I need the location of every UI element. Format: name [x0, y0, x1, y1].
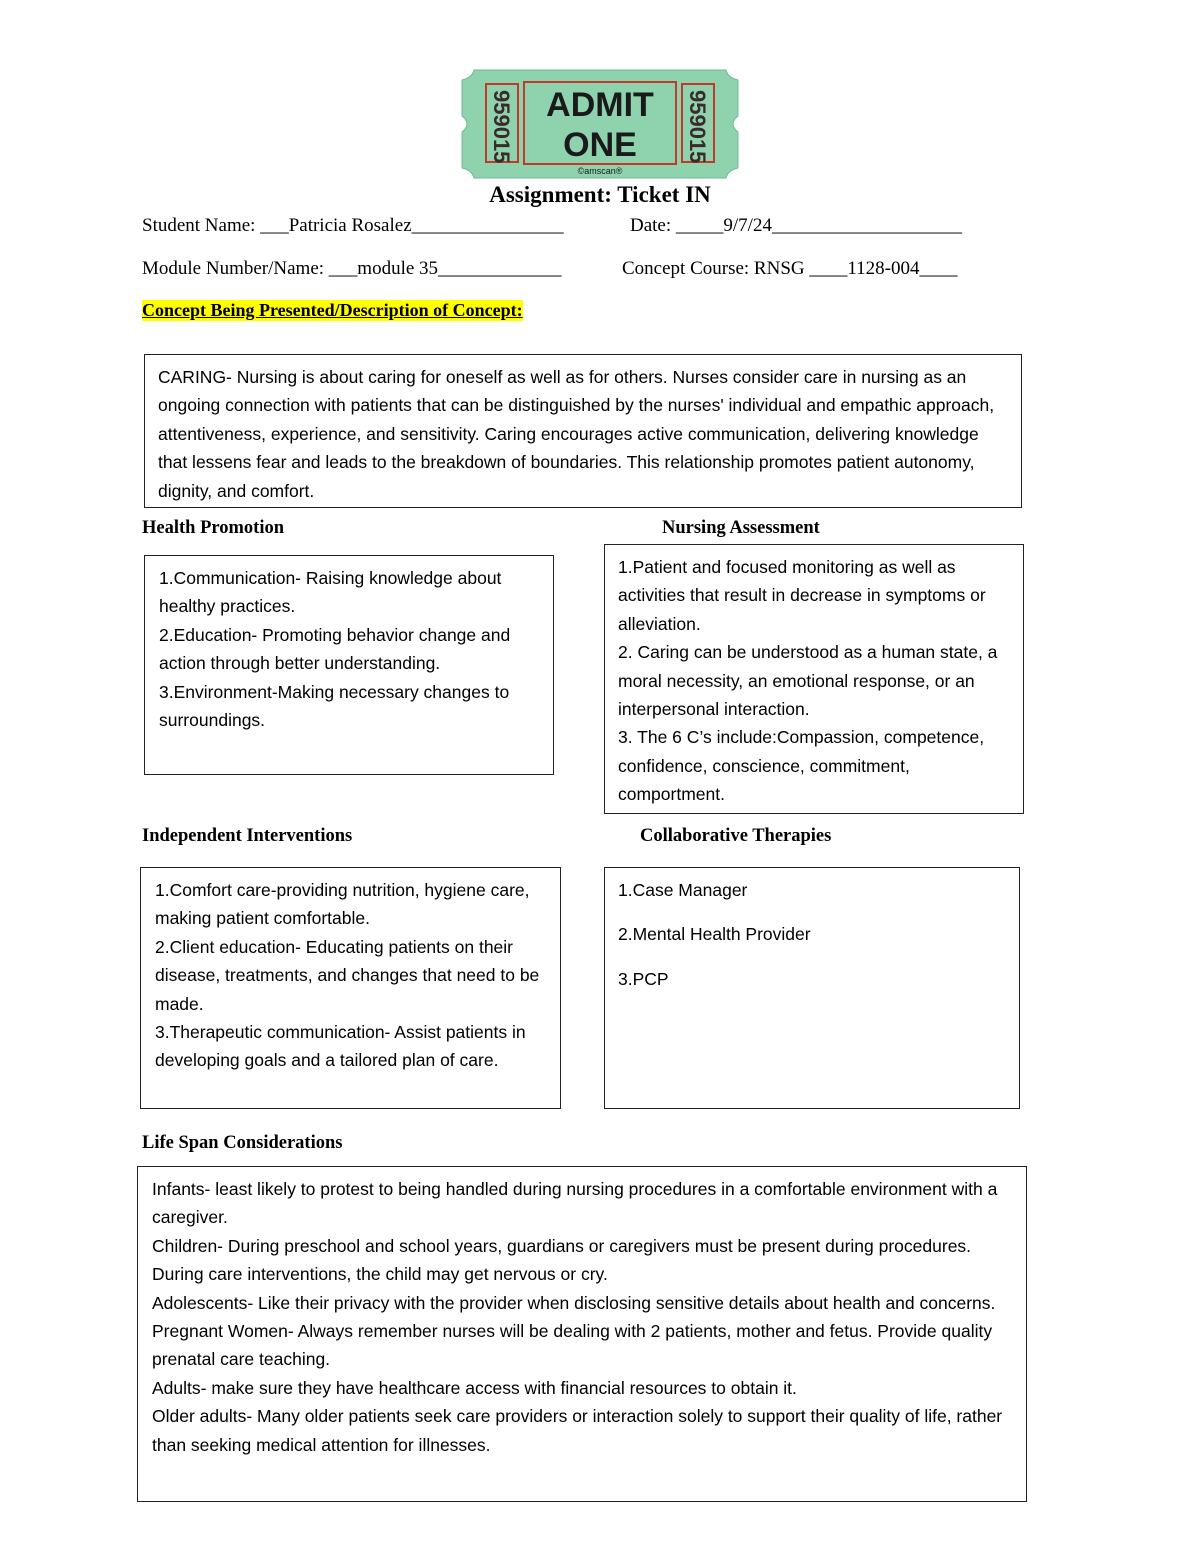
nursing-assessment-item: 1.Patient and focused monitoring as well as activities that result in decrease in symptoms or alleviation.	[618, 557, 986, 634]
nursing-assessment-item: 2. Caring can be understood as a human state, a moral necessity, an emotional response, or an interpersonal interaction.	[618, 642, 998, 720]
ticket-admit-text: ADMIT	[546, 86, 654, 124]
nursing-assessment-box	[604, 544, 1024, 814]
independent-interventions-heading: Independent Interventions	[142, 826, 353, 846]
module-line	[142, 258, 562, 280]
collaborative-therapies-heading: Collaborative Therapies	[640, 826, 832, 846]
module-value: ___module 35_____________	[328, 258, 562, 279]
student-name-label: Student Name:	[142, 215, 261, 236]
collaborative-therapies-item: 3.PCP	[618, 968, 669, 989]
health-promotion-item: 3.Environment-Making necessary changes to surroundings.	[159, 681, 510, 731]
life-span-box	[137, 1166, 1027, 1502]
collaborative-therapies-box	[604, 867, 1020, 1109]
course-value: ____1128-004____	[809, 258, 958, 279]
health-promotion-heading: Health Promotion	[142, 518, 284, 538]
independent-interventions-item: 2.Client education- Educating patients on their disease, treatments, and changes that need to be made.	[155, 936, 540, 1014]
ticket-one-text: ONE	[563, 126, 637, 164]
ticket-serial-left: 959015	[489, 90, 514, 164]
independent-interventions-item: 3.Therapeutic communication- Assist patients in developing goals and a tailored plan of care.	[155, 1022, 526, 1071]
admit-one-ticket-image	[460, 68, 740, 180]
life-span-item: Adults- make sure they have healthcare access with financial resources to obtain it.	[152, 1377, 797, 1398]
health-promotion-item: 2.Education- Promoting behavior change and action through better understanding.	[159, 624, 511, 674]
life-span-item: Infants- least likely to protest to being handled during nursing procedures in a comfortable environment with a caregiver.	[152, 1179, 998, 1228]
nursing-assessment-item: 3. The 6 C’s include:Compassion, competence, confidence, conscience, commitment, comportment.	[618, 727, 985, 805]
date-value: _____9/7/24____________________	[675, 215, 962, 236]
ticket-maker-text: ©amscan®	[577, 166, 623, 176]
course-line	[622, 258, 957, 280]
collaborative-therapies-item: 1.Case Manager	[618, 880, 748, 900]
date-label: Date:	[630, 215, 676, 236]
life-span-heading: Life Span Considerations	[142, 1133, 343, 1153]
ticket-serial-right: 959015	[685, 90, 710, 164]
life-span-item: Pregnant Women- Always remember nurses will be dealing with 2 patients, mother and fetus. Provide quality prenatal care teaching.	[152, 1321, 993, 1370]
date-line	[630, 215, 962, 237]
student-name-line	[142, 215, 564, 237]
independent-interventions-box	[140, 867, 561, 1109]
independent-interventions-item: 1.Comfort care-providing nutrition, hygiene care, making patient comfortable.	[155, 880, 530, 929]
course-label: Concept Course: RNSG	[622, 258, 810, 279]
page-title: Assignment: Ticket IN	[489, 182, 711, 207]
health-promotion-box	[144, 555, 554, 775]
module-label: Module Number/Name:	[142, 258, 329, 279]
concept-heading: Concept Being Presented/Description of Concept:	[142, 300, 523, 320]
health-promotion-item: 1.Communication- Raising knowledge about healthy practices.	[159, 568, 502, 617]
life-span-item: Children- During preschool and school years, guardians or caregivers must be present during procedures. During care interventions, the child may get nervous or cry.	[152, 1235, 972, 1285]
life-span-item: Adolescents- Like their privacy with the provider when disclosing sensitive details about health and concerns.	[152, 1292, 996, 1313]
collaborative-therapies-item: 2.Mental Health Provider	[618, 924, 811, 945]
concept-box	[144, 354, 1022, 508]
concept-text: CARING- Nursing is about caring for oneself as well as for others. Nurses consider care in nursing as an ongoing connection with patients that can be distinguished by the nurses' individual and empathic approach, attentiveness, experience, and sensitivity. Caring encourages active communication, delivering knowledge that lessens fear and leads to the breakdown of boundaries. This relationship promotes patient autonomy, dignity, and comfort.	[158, 367, 995, 501]
nursing-assessment-heading: Nursing Assessment	[662, 518, 820, 538]
life-span-item: Older adults- Many older patients seek care providers or interaction solely to support their quality of life, rather than seeking medical attention for illnesses.	[152, 1406, 1003, 1455]
student-name-value: ___Patricia Rosalez________________	[260, 215, 564, 236]
ticket-svg	[460, 68, 740, 180]
